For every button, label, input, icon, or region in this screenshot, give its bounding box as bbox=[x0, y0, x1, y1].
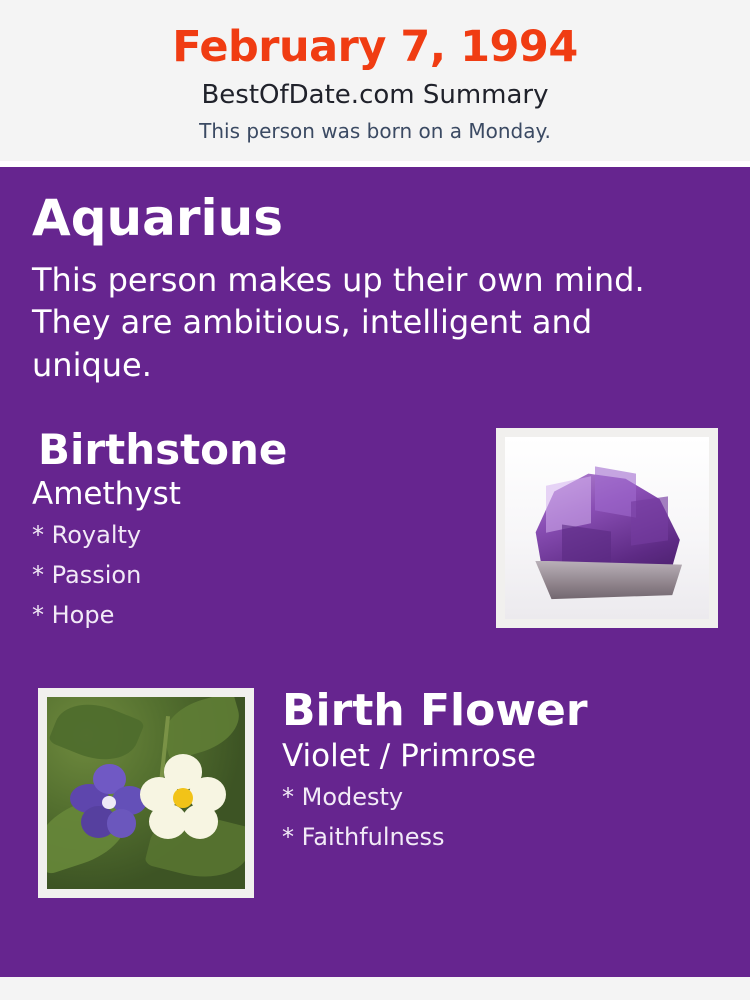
amethyst-base-rock bbox=[525, 561, 688, 601]
amethyst-facet bbox=[631, 496, 668, 545]
birthstone-section bbox=[32, 424, 718, 658]
amethyst-facet bbox=[546, 476, 591, 533]
birthflower-image-frame bbox=[38, 688, 254, 898]
birthstone-text-block bbox=[32, 424, 472, 630]
birthflower-trait: * Faithfulness bbox=[282, 823, 445, 852]
primrose-flower-icon bbox=[138, 754, 229, 846]
birthstone-image bbox=[505, 437, 709, 619]
violet-center bbox=[102, 796, 116, 810]
violet-petal bbox=[107, 809, 137, 838]
card-header bbox=[0, 0, 750, 161]
flower-photo-icon bbox=[47, 697, 245, 889]
zodiac-name: Aquarius bbox=[32, 189, 283, 248]
birthstone-name: Amethyst bbox=[32, 475, 181, 512]
primrose-center bbox=[173, 788, 193, 808]
birthflower-trait: * Modesty bbox=[282, 783, 404, 812]
birthstone-image-frame bbox=[496, 428, 718, 628]
birthflower-name: Violet / Primrose bbox=[282, 738, 537, 775]
birth-weekday-text: This person was born on a Monday. bbox=[199, 119, 551, 144]
leaf-shape bbox=[156, 697, 245, 761]
page-title: February 7, 1994 bbox=[172, 22, 578, 72]
birthflower-title: Birth Flower bbox=[282, 684, 588, 736]
primrose-petal bbox=[182, 804, 218, 839]
details-panel bbox=[0, 167, 750, 977]
birthflower-text-block bbox=[282, 684, 718, 852]
zodiac-section bbox=[32, 189, 718, 386]
birthstone-trait: * Hope bbox=[32, 601, 115, 630]
leaf-shape bbox=[48, 697, 145, 772]
zodiac-description: This person makes up their own mind. They are ambitious, intelligent and unique. bbox=[32, 261, 645, 384]
birthflower-section bbox=[32, 684, 718, 918]
amethyst-facet bbox=[595, 466, 636, 517]
birthstone-trait: * Royalty bbox=[32, 521, 142, 550]
birthstone-title: Birthstone bbox=[38, 424, 288, 474]
birthflower-image bbox=[47, 697, 245, 889]
amethyst-crystal-icon bbox=[505, 437, 709, 619]
site-summary-label: BestOfDate.com Summary bbox=[201, 80, 549, 111]
birthstone-trait: * Passion bbox=[32, 561, 142, 590]
